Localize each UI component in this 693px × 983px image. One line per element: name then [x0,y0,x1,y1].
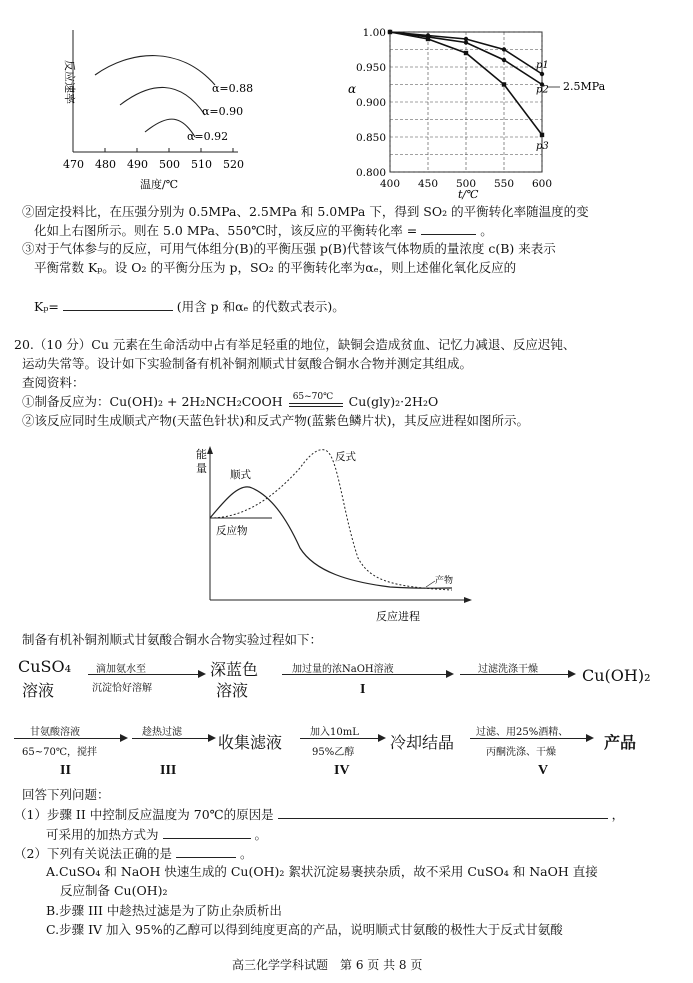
flow2-a4-bot: 丙酮洗涤、干燥 [486,747,556,758]
ref1-reactants: ①制备反应为：Cu(OH)₂ + 2H₂NCH₂COOH [22,394,283,409]
product-label: 产物 [435,576,454,586]
kp-suffix: (用含 p 和αₑ 的代数式表示)。 [176,299,345,314]
ref1-arrow [287,391,345,410]
q20-line1: 20.（10 分）Cu 元素在生命活动中占有举足轻重的地位，缺铜会造成贫血、记忆力减退、反应迟钝、 [14,337,576,352]
kp-answer-blank[interactable] [63,298,173,311]
flow2-step-IV: IV [334,763,350,778]
label-alpha-088: α=0.88 [212,82,254,95]
left-xtick-500: 500 [159,158,180,171]
q20-line2: 运动失常等。设计如下实验制备有机补铜剂顺式甘氨酸合铜水合物并测定其组成。 [22,356,473,371]
flow2-a3-top: 加入10mL [310,727,359,738]
cis-path [210,487,452,588]
left-xtick-490: 490 [127,158,148,171]
q2-end: 。 [480,223,493,238]
a1-text: （1）步骤 II 中控制反应温度为 70℃的原因是 [14,807,274,822]
a2-text: （2）下列有关说法正确的是 [14,846,172,861]
page-footer: 高三化学学科试题 第 6 页 共 8 页 [232,958,423,972]
right-ytick-1.00: 1.00 [362,27,386,39]
a1-line1 [14,806,624,823]
flow1-a2-top: 加过量的浓NaOH溶液 [292,664,394,675]
flow2-collect: 收集滤液 [218,733,283,752]
flow2-arrow2 [132,738,210,739]
right-chart-xlabel: t/℃ [458,188,479,200]
label-alpha-090: α=0.90 [202,105,244,118]
rate-temperature-chart [40,20,270,195]
right-chart-ylabel: α [348,82,357,96]
q2-line1: ②固定投料比，在压强分别为 0.5MPa、2.5MPa 和 5.0MPa 下，得到 SO₂ 的平衡转化率随温度的变 [22,204,589,219]
flow2-a1-top: 甘氨酸溶液 [30,727,80,738]
left-chart-xlabel: 温度/℃ [140,178,179,191]
flow2-step-III: III [160,763,177,778]
flow2-a4-top: 过滤、用25%酒精、 [476,727,569,738]
ref1-line [22,391,439,410]
kp-line [34,298,345,315]
ref2-line: ②该反应同时生成顺式产物(天蓝色针状)和反式产物(蓝紫色鳞片状)，其反应进程如图所示。 [22,413,530,428]
point-p2-550 [502,58,506,62]
right-xtick-500: 500 [455,178,477,190]
option-a-line2: 反应制备 Cu(OH)₂ [60,883,168,898]
flow1-mid-2: 溶液 [216,681,249,700]
flow2-a3-bot: 95%乙醇 [312,747,355,758]
ref-title: 查阅资料： [22,375,85,390]
point-p3-550 [502,82,506,86]
right-ytick-0.950: 0.950 [355,62,386,74]
flow1-end: Cu(OH)₂ [582,666,651,685]
point-p1-550 [502,47,506,51]
flow1-start-1: CuSO₄ [18,657,72,676]
left-chart-x-ticks [63,148,244,171]
right-xtick-600: 600 [531,178,553,190]
flow1-arrow2 [282,674,448,675]
a1-line2-text: 可采用的加热方式为 [46,827,159,842]
left-chart-ylabel: 反应速率 [63,60,76,104]
q2-line2 [34,222,493,239]
a2-line [14,845,252,862]
ref1-condition: 65~70℃ [292,391,334,402]
conversion-temperature-chart [330,20,630,200]
series-label-p3: p3 [536,140,549,152]
energy-ylabel-2: 量 [196,462,207,475]
right-xtick-400: 400 [379,178,401,190]
curve-alpha-088 [95,56,215,85]
right-chart-y-ticks [356,27,386,179]
option-a-line1: A.CuSO₄ 和 NaOH 快速生成的 Cu(OH)₂ 絮状沉淀易裹挟杂质，故不采用 CuSO₄ 和 NaOH 直接 [46,864,598,879]
right-chart-series [388,30,549,152]
a2-end: 。 [239,846,253,861]
energy-xlabel: 反应进程 [376,610,420,623]
point-p1-600 [540,72,544,76]
q2-answer-blank[interactable] [421,222,476,235]
right-ytick-0.900: 0.900 [355,97,386,109]
left-xtick-480: 480 [95,158,116,171]
left-xtick-470: 470 [63,158,84,171]
flow2-arrow3 [300,738,380,739]
series-label-p1: p1 [536,60,549,71]
flow2-a2-top: 趁热过滤 [142,727,182,738]
answer-title: 回答下列问题： [22,787,110,802]
right-ytick-0.850: 0.850 [355,132,386,144]
flow1-start-2: 溶液 [22,681,55,700]
flow-intro: 制备有机补铜剂顺式甘氨酸合铜水合物实验过程如下： [22,632,323,647]
option-c: C.步骤 IV 加入 95%的乙醇可以得到纯度更高的产品，说明顺式甘氨酸的极性大于反式甘氨酸 [46,922,563,937]
flow1-arrow3 [460,674,570,675]
flow2-crystallize: 冷却结晶 [390,733,455,752]
flow1-mid-1: 深蓝色 [210,660,259,679]
energy-profile-diagram [190,440,490,630]
flow2-arrow4 [470,738,588,739]
label-alpha-092: α=0.92 [187,130,229,143]
flow1-a1-top: 滴加氨水至 [96,664,146,675]
right-chart-annotation: 2.5MPa [563,80,606,93]
point-p3-500 [464,51,468,55]
q3-line1: ③对于气体参与的反应，可用气体组分(B)的平衡压强 p(B)代替该气体物质的量浓度 c(B) 来表示 [22,241,556,256]
a1-line2-end: 。 [254,827,267,842]
flow2-step-II: II [60,763,71,778]
a1-heating-blank[interactable] [163,826,251,839]
flow2-step-V: V [538,763,549,778]
reactant-label: 反应物 [216,525,248,537]
a2-answer-blank[interactable] [176,845,236,858]
flow1-arrow1 [88,674,200,675]
trans-label: 反式 [335,451,356,463]
point-p3-450 [426,37,430,41]
right-xtick-550: 550 [493,178,515,190]
a1-line2 [46,826,267,843]
a1-end: ， [611,807,625,822]
kp-prefix: Kₚ= [34,299,59,314]
right-ytick-0.800: 0.800 [355,167,386,179]
a1-answer-blank[interactable] [278,806,608,819]
flow1-a3-top: 过滤洗涤干燥 [478,664,538,675]
flow1-step-I: I [360,682,366,697]
q3-line2: 平衡常数 Kₚ。设 O₂ 的平衡分压为 p，SO₂ 的平衡转化率为αₑ，则上述催化氧化反应的 [34,260,517,275]
energy-ylabel-1: 能 [196,448,207,461]
option-b: B.步骤 III 中趁热过滤是为了防止杂质析出 [46,903,282,918]
left-xtick-520: 520 [223,158,244,171]
point-p3-600 [540,133,544,137]
point-p2-500 [464,40,468,44]
curve-alpha-090 [120,87,205,115]
flow2-arrow1 [14,738,122,739]
right-xtick-450: 450 [417,178,439,190]
point-p3-400 [388,30,392,34]
cis-label: 顺式 [230,469,251,481]
q2-line2-text: 化如上右图所示。则在 5.0 MPa、550℃时，该反应的平衡转化率 = [34,223,418,238]
ref1-product: Cu(gly)₂·2H₂O [348,394,439,409]
series-label-p2: p2 [536,84,549,96]
flow1-a1-bot: 沉淀恰好溶解 [92,683,152,694]
flow2-a1-bot: 65~70℃，搅拌 [22,747,98,758]
left-xtick-510: 510 [191,158,212,171]
flow2-product: 产品 [604,733,637,752]
